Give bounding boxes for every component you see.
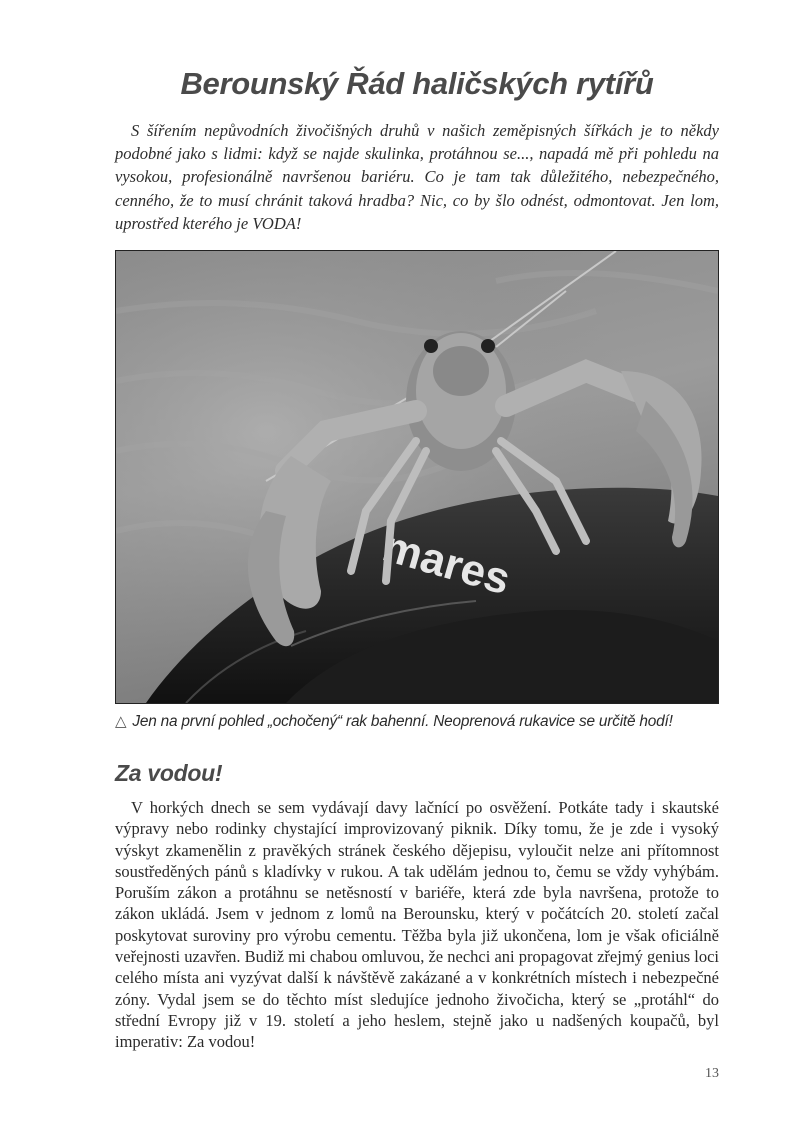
caption-text: Jen na první pohled „ochočený“ rak bahenní. Neoprenová rukavice se určitě hodí!: [132, 713, 673, 730]
triangle-icon: △: [115, 713, 127, 730]
crayfish-photo: [115, 250, 719, 704]
page-title: Berounský Řád haličských rytířů: [180, 66, 654, 101]
section-heading: Za vodou!: [115, 760, 223, 786]
glove-brand-label: mares: [377, 521, 516, 605]
intro-paragraph: S šířením nepůvodních živočišných druhů v našich zeměpisných šířkách je to někdy podobné jako s lidmi: když se najde skulinka, protáhnou se..., napadá mě při pohledu na vysokou, profesionálně navršenou bariéru. Co je tam tak důležitého, nebezpečného, cenného, že to musí chránit taková hradba? Nic, co by šlo odnést, odmontovat. Jen lom, uprostřed kterého je VODA!: [115, 121, 719, 233]
section-body: V horkých dnech se sem vydávají davy lačnící po osvěžení. Potkáte tady i skautské výpravy nebo rodinky chystající improvizovaný piknik. Díky tomu, že je zde i vysoký výskyt zkamenělin z pravěkých stránek českého dějepisu, vyloučit nelze ani přítomnost soustředěných pánů s kladívky v rukou. A tak udělám jednou to, čemu se vždy vyhýbám. Poruším zákon a protáhnu se netěsností v bariéře, která zde byla navršena, protože to zákon ukládá. Jsem v jednom z lomů na Berounsku, který v počátcích 20. století začal poskytovat suroviny pro výrobu cementu. Těžba byla již ukončena, lom je však oficiálně veřejnosti uzavřen. Budiž mi chabou omluvou, že nechci ani propagovat zřejmý genius loci celého místa ani vyzývat další k návštěvě zakázané a v konkrétních místech i nebezpečné zóny. Vydal jsem se do těchto míst sledujíce jednoho živočicha, který se „protáhl“ do střední Evropy již v 19. století a jeho heslem, stejně jako u nadšených koupačů, byl imperativ: Za vodou!: [115, 798, 719, 1052]
photo-caption: [115, 712, 725, 732]
page-number: 13: [705, 1066, 719, 1081]
